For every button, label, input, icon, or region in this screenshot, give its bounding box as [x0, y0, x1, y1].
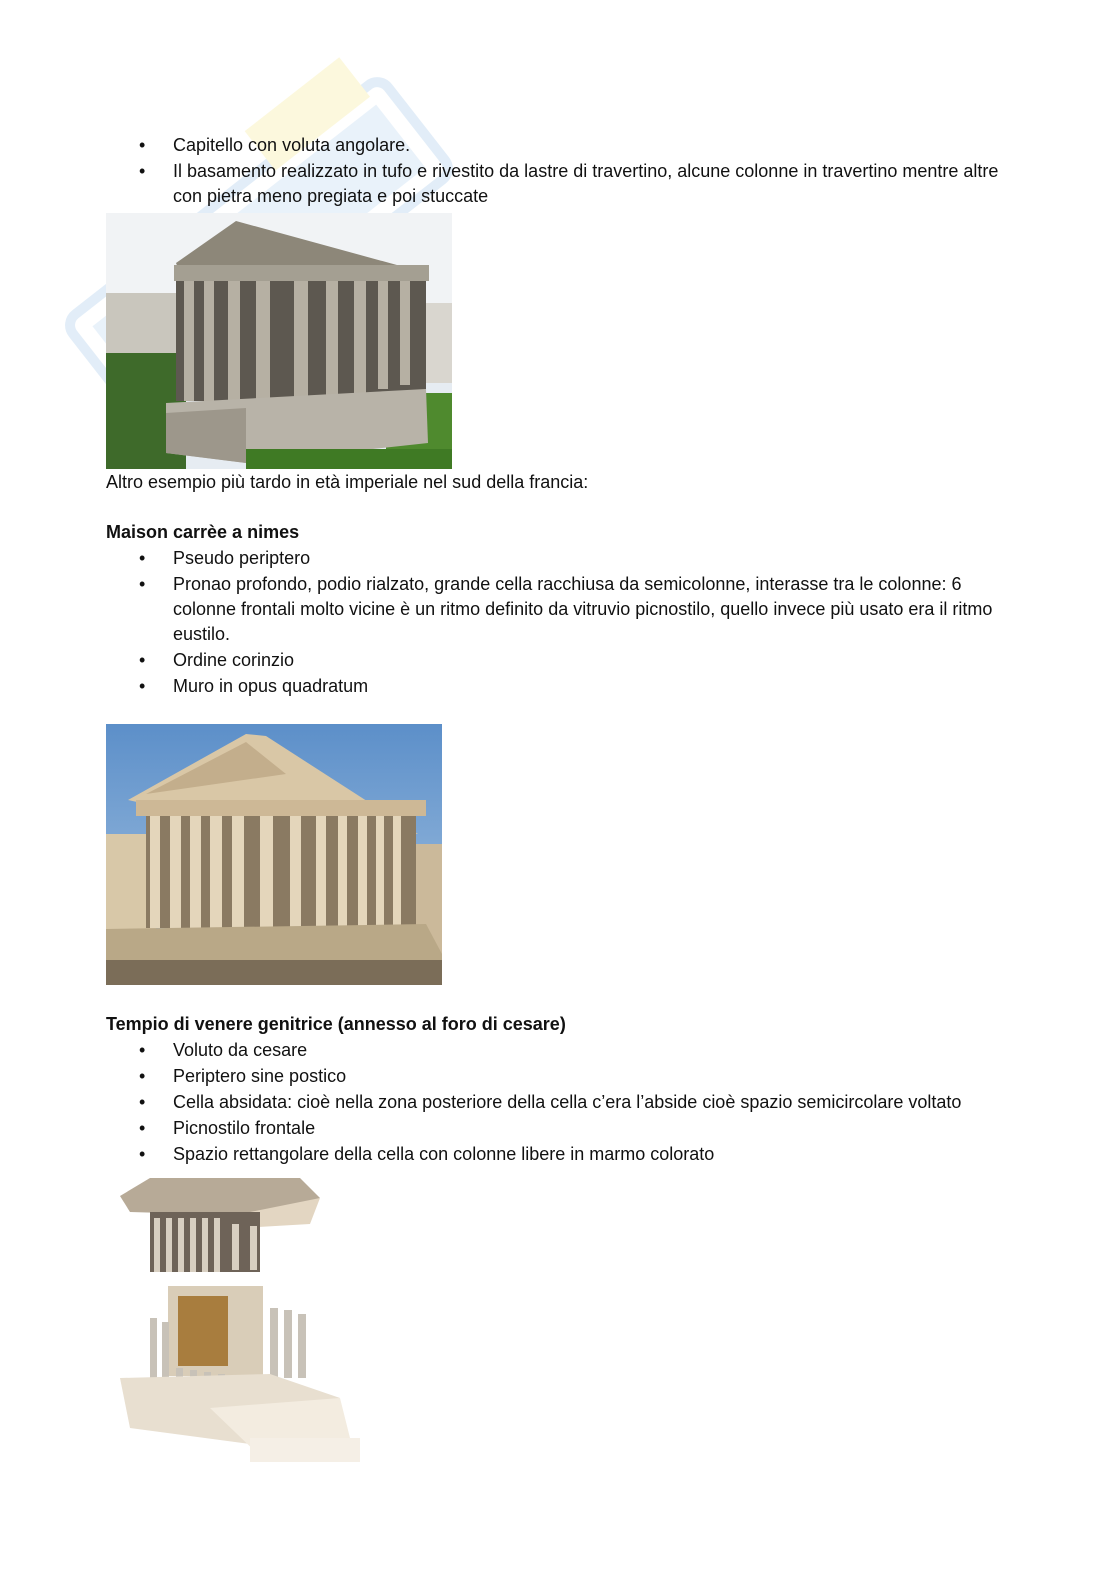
- list-item: • Picnostilo frontale: [106, 1116, 1016, 1141]
- list-item: • Spazio rettangolare della cella con colonne libere in marmo colorato: [106, 1142, 1016, 1167]
- list-item: • Voluto da cesare: [106, 1038, 1016, 1063]
- temple-photo-portunus: [106, 213, 452, 469]
- list-item: • Ordine corinzio: [106, 648, 1016, 673]
- bullet-list-venere-genitrice: [106, 1038, 1016, 1168]
- list-item: • Il basamento realizzato in tufo e rivestito da lastre di travertino, alcune colonne in travertino mentre altre con pietra meno pregiata e poi stuccate: [106, 159, 1016, 209]
- list-item: • Periptero sine postico: [106, 1064, 1016, 1089]
- bullet-list-maison-carree: [106, 546, 1016, 700]
- bullet-list-capitello: [106, 133, 1016, 210]
- section-heading-maison-carree: Maison carrèe a nimes: [106, 522, 300, 542]
- list-item: • Capitello con voluta angolare.: [106, 133, 1016, 158]
- list-item: • Pseudo periptero: [106, 546, 1016, 571]
- list-item: • Pronao profondo, podio rialzato, grande cella racchiusa da semicolonne, interasse tra le colonne: 6 colonne frontali molto vicine è un ritmo definito da vitruvio picnostilo, quello invece più usato era il ritmo eustilo.: [106, 572, 1016, 647]
- venus-genetrix-reconstruction: [110, 1168, 380, 1462]
- intro-paragraph: Altro esempio più tardo in età imperiale nel sud della francia:: [106, 472, 589, 492]
- maison-carree-photo: [106, 724, 442, 985]
- list-item: • Muro in opus quadratum: [106, 674, 1016, 699]
- section-heading-venere-genitrice: Tempio di venere genitrice (annesso al foro di cesare): [106, 1014, 566, 1034]
- list-item: • Cella absidata: cioè nella zona posteriore della cella c’era l’abside cioè spazio semicircolare voltato: [106, 1090, 1016, 1115]
